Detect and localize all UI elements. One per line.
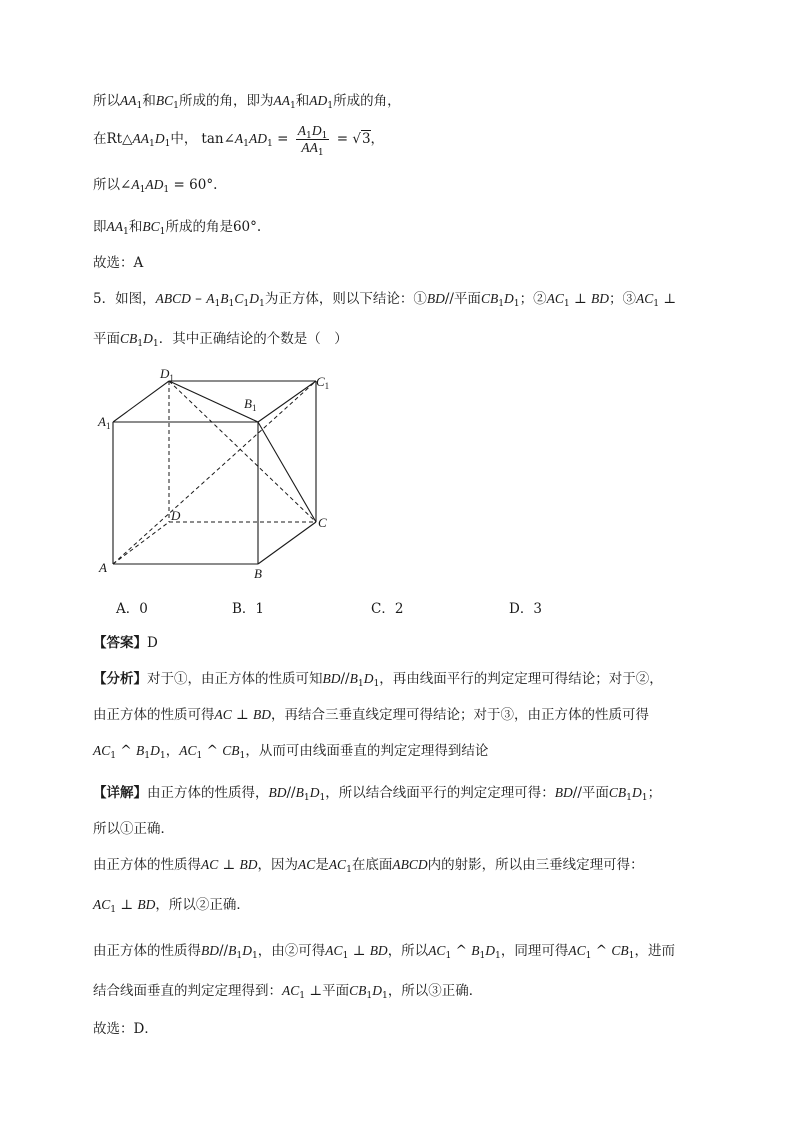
text-line-2: 在$Rt\triangle AA_1D_1$中， $\tan\angle A_1AD_1$ = $\frac{A_1D_1}{AA_1}$ = √3， (93, 123, 385, 158)
answer-line: 【答案】D (93, 635, 158, 651)
analysis-line-2: 由正方体的性质可得AC ⊥ BD，再结合三垂直线定理可得结论；对于③，由正方体的性质可得 (93, 707, 650, 723)
label-b1: $B_1$ (244, 396, 257, 413)
label-d1: $D_1$ (160, 366, 174, 383)
detail-line-5: 由正方体的性质得$BD//B_1D_1$，由②可得$AC_1$ ⊥ BD，所以$AC_1$ ^ $B_1D_1$，同理可得$AC_1$ ^ $CB_1$，进而 (93, 943, 676, 961)
detail-line-3: 由正方体的性质得AC ⊥ BD，因为AC是$AC_1$在底面ABCD内的射影，所以由三垂线定理可得： (93, 857, 644, 875)
edge-b1c (258, 422, 316, 522)
detail-line-7: 故选：D． (93, 1021, 158, 1037)
label-a: A (99, 560, 107, 575)
edge-b1c1 (258, 381, 316, 422)
label-d: D (171, 508, 181, 523)
label-b: B (254, 566, 262, 581)
option-d: D．3 (509, 601, 542, 617)
diagonal-ac1 (113, 381, 316, 564)
text-line-3: 所以$\angle A_1AD_1 = 60^\circ$. (93, 177, 218, 195)
option-b: B．1 (232, 601, 265, 617)
analysis-line-1: 【分析】对于①，由正方体的性质可知$BD//B_1D_1$，再由线面平行的判定定理可得结论；对于②， (93, 671, 663, 689)
fraction: $\frac{A_1D_1}{AA_1}$ (297, 123, 328, 158)
option-a: A．0 (116, 601, 148, 617)
text-line-4: 即$AA_1$和$BC_1$所成的角是60°. (93, 219, 262, 237)
label-a1: $A_1$ (98, 414, 111, 431)
label-c: C (318, 515, 327, 530)
detail-line-6: 结合线面垂直的判定定理得到：$AC_1$ ⊥平面$CB_1D_1$，所以③正确． (93, 983, 483, 1001)
analysis-line-3: $AC_1$ ^ $B_1D_1$，$AC_1$ ^ $CB_1$，从而可由线面垂直的判定定理得到结论 (93, 743, 489, 761)
edge-bc (258, 522, 316, 564)
option-c: C．2 (371, 601, 404, 617)
text-line-1: 所以$AA_1$和$BC_1$所成的角，即为$AA_1$和$AD_1$所成的角， (93, 93, 401, 111)
edge-a1d1 (113, 381, 169, 422)
detail-line-2: 所以①正确． (93, 821, 174, 837)
detail-line-1: 【详解】由正方体的性质得，$BD//B_1D_1$，所以结合线面平行的判定定理可得：BD//平面$CB_1D_1$； (93, 785, 662, 803)
hidden-edge-ad (113, 522, 169, 564)
question-5-line-1: 5．如图，ABCD – $A_1B_1C_1D_1$为正方体，则以下结论：①BD//平面$CB_1D_1$；$②AC_1$ ⊥ BD；$③AC_1$ ⊥ (93, 291, 677, 309)
label-c1: $C_1$ (316, 374, 330, 391)
choice-line-a: 故选：A (93, 255, 144, 271)
detail-line-4: $AC_1$ ⊥ BD，所以②正确． (93, 897, 250, 915)
diagonal-d1c (169, 381, 316, 522)
question-5-line-2: 平面$CB_1D_1$．其中正确结论的个数是（ ） (93, 331, 348, 349)
